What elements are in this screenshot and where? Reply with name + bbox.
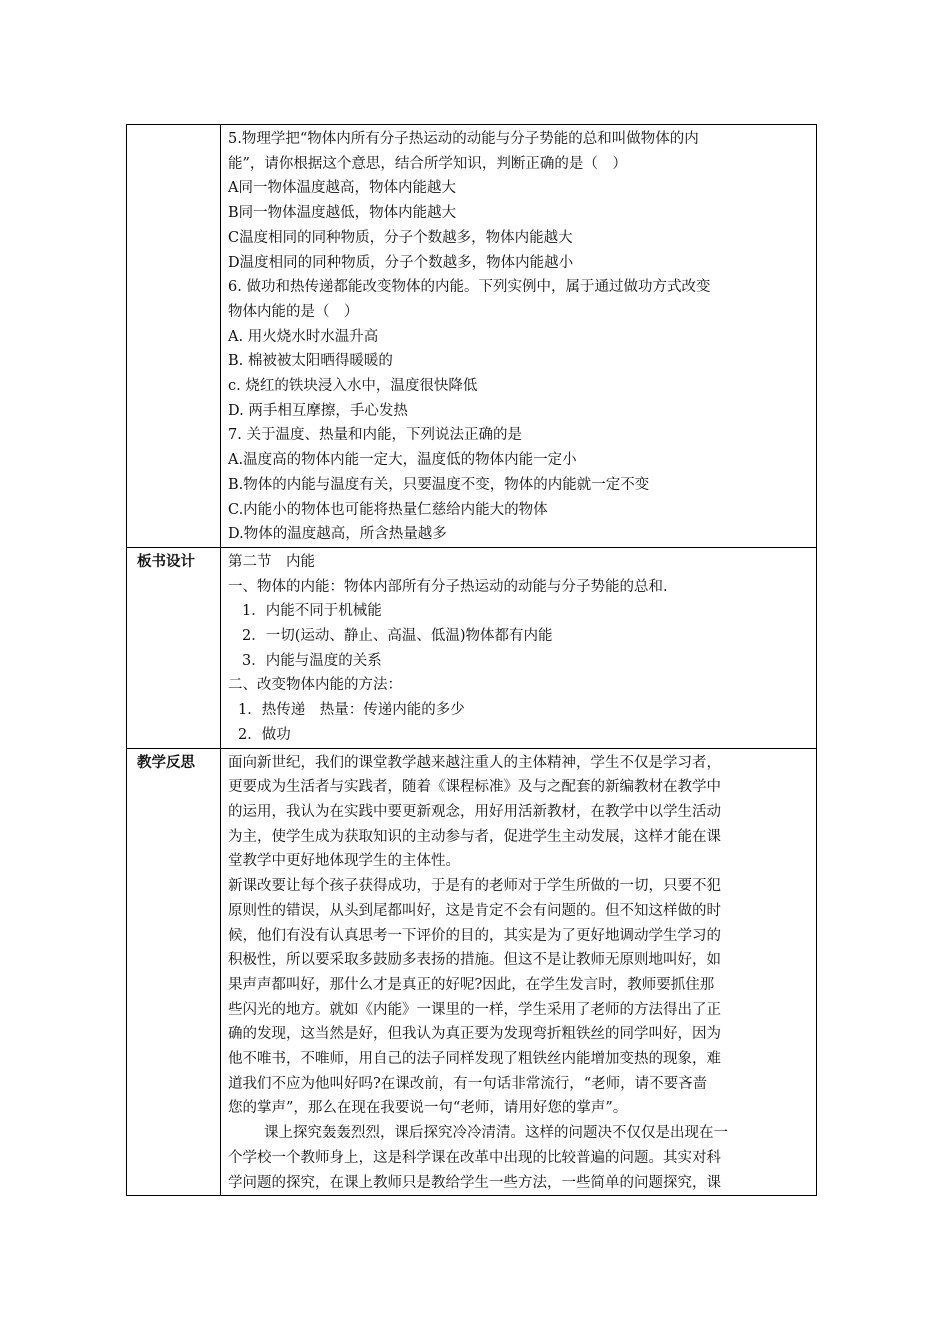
exercise-line: C温度相同的同种物质，分子个数越多，物体内能越大 [228, 229, 573, 246]
reflection-line: 课上探究轰轰烈烈，课后探究冷冷清清。这样的问题决不仅仅是出现在一 [264, 1125, 728, 1142]
board-title: 第二节 内能 [228, 553, 315, 570]
reflection-line: 候，他们有没有认真思考一下评价的目的，其实是为了更好地调动学生学习的 [228, 927, 721, 944]
reflection-line: 确的发现，这当然是好，但我认为真正要为发现弯折粗铁丝的同学叫好，因为 [228, 1026, 721, 1043]
board-design-label: 板书设计 [127, 547, 221, 748]
board-subpoint: 1．内能不同于机械能 [242, 603, 382, 620]
board-design-content [221, 547, 817, 748]
reflection-row [127, 748, 817, 1196]
exercise-line: 5.物理学把“物体内所有分子热运动的动能与分子势能的总和叫做物体的内 [228, 131, 699, 147]
board-point: 二、改变物体内能的方法： [228, 677, 402, 694]
reflection-line: 堂教学中更好地体现学生的主体性。 [228, 853, 460, 870]
reflection-line: 原则性的错误，从头到尾都叫好，这是肯定不会有问题的。但不知这样做的时 [228, 902, 721, 919]
reflection-line: 您的掌声”，那么在现在我要说一句“老师，请用好您的掌声”。 [228, 1100, 628, 1117]
board-subpoint: 3．内能与温度的关系 [242, 652, 382, 669]
lesson-table [126, 124, 817, 1196]
exercise-line: D.物体的温度越高，所含热量越多 [228, 526, 447, 543]
reflection-line: 个学校一个教师身上，这是科学课在改革中出现的比较普遍的问题。其实对科 [228, 1149, 721, 1166]
reflection-line: 更要成为生活者与实践者，随着《课程标准》及与之配套的新编教材在教学中 [228, 779, 721, 796]
board-point: 一、物体的内能：物体内部所有分子热运动的动能与分子势能的总和. [228, 578, 668, 595]
exercise-line: B同一物体温度越低，物体内能越大 [228, 205, 457, 222]
reflection-line: 他不唯书，不唯师，用自己的法子同样发现了粗铁丝内能增加变热的现象，难 [228, 1051, 721, 1068]
reflection-label: 教学反思 [127, 748, 221, 1196]
exercise-line: A同一物体温度越高，物体内能越大 [228, 180, 456, 197]
exercise-label-cell [127, 125, 221, 548]
board-design-row [127, 547, 817, 748]
reflection-line: 道我们不应为他叫好吗?在课改前，有一句话非常流行，“老师，请不要吝啬 [228, 1075, 708, 1092]
reflection-content [221, 748, 817, 1196]
exercise-line: A.温度高的物体内能一定大，温度低的物体内能一定小 [228, 452, 577, 469]
exercise-line: 物体内能的是（ ） [228, 303, 359, 320]
exercise-content [221, 125, 817, 548]
board-subpoint: 2．一切(运动、静止、高温、低温)物体都有内能 [242, 628, 553, 645]
exercise-line: B. 棉被被太阳晒得暖暖的 [228, 353, 393, 370]
exercise-line: C.内能小的物体也可能将热量仁慈给内能大的物体 [228, 501, 548, 518]
exercise-line: 6. 做功和热传递都能改变物体的内能。下列实例中，属于通过做功方式改变 [228, 279, 711, 296]
reflection-line: 为主，使学生成为获取知识的主动参与者，促进学生主动发展，这样才能在课 [228, 828, 721, 845]
reflection-line: 学问题的探究，在课上教师只是教给学生一些方法，一些简单的问题探究，课 [228, 1174, 721, 1191]
reflection-line: 些闪光的地方。就如《内能》一课里的一样，学生采用了老师的方法得出了正 [228, 1001, 721, 1018]
exercise-row [127, 125, 817, 548]
reflection-line: 的运用，我认为在实践中要更新观念，用好用活新教材，在教学中以学生活动 [228, 803, 721, 820]
exercise-line: A. 用火烧水时水温升高 [228, 328, 379, 345]
exercise-line: D. 两手相互摩擦，手心发热 [228, 402, 408, 419]
board-subpoint: 1．热传递 热量：传递内能的多少 [238, 702, 465, 719]
reflection-line: 新课改要让每个孩子获得成功，于是有的老师对于学生所做的一切，只要不犯 [228, 878, 721, 895]
exercise-line: B.物体的内能与温度有关，只要温度不变，物体的内能就一定不变 [228, 476, 650, 493]
reflection-line: 果声声都叫好，那什么才是真正的好呢?因此，在学生发言时，教师要抓住那 [228, 976, 715, 993]
exercise-line: c. 烧红的铁块浸入水中，温度很快降低 [228, 378, 478, 395]
board-subpoint: 2．做功 [238, 726, 291, 743]
exercise-line: 7. 关于温度、热量和内能，下列说法正确的是 [228, 427, 522, 444]
exercise-line: D温度相同的同种物质，分子个数越多，物体内能越小 [228, 254, 574, 271]
reflection-line: 面向新世纪，我们的课堂教学越来越注重人的主体精神，学生不仅是学习者， [228, 754, 721, 771]
exercise-line: 能”，请你根据这个意思，结合所学知识，判断正确的是（ ） [228, 155, 627, 172]
reflection-line: 积极性，所以要采取多鼓励多表扬的措施。但这不是让教师无原则地叫好，如 [228, 952, 721, 969]
